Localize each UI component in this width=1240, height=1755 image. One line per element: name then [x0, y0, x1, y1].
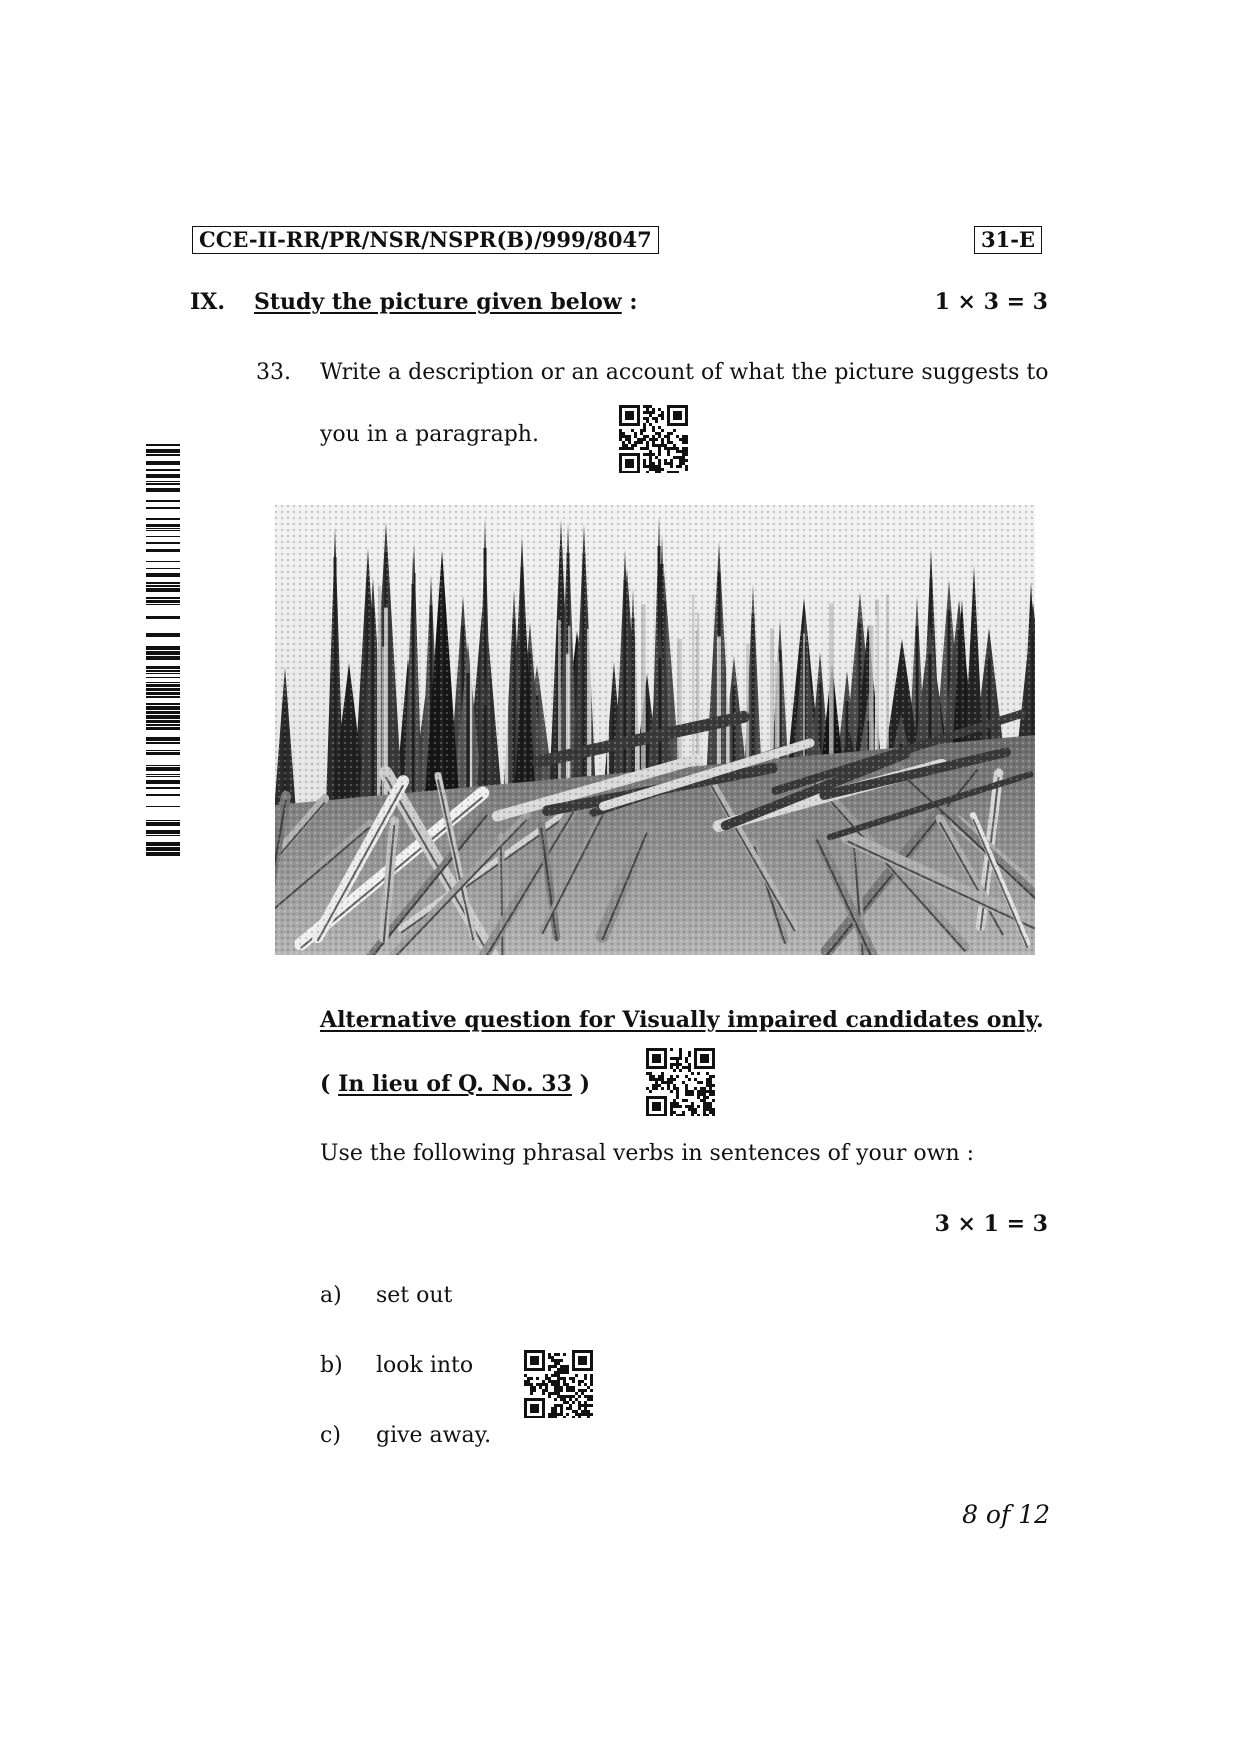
list-item-text: give away.: [376, 1423, 492, 1448]
paper-id-box: [974, 226, 1042, 254]
in-lieu-note: [320, 1070, 590, 1098]
forest-logs-photo: [275, 505, 1035, 955]
list-item-label: a): [320, 1283, 342, 1308]
qr-code-icon: [619, 405, 689, 473]
paper-id: 31-E: [981, 227, 1035, 252]
in-lieu-text: In lieu of Q. No. 33: [338, 1071, 572, 1097]
barcode-icon: [146, 436, 180, 860]
in-lieu-close: ): [571, 1071, 590, 1097]
section-instruction-colon: :: [629, 289, 638, 315]
question-number: 33.: [256, 360, 291, 385]
alternative-instruction: Use the following phrasal verbs in sentences of your own :: [320, 1141, 975, 1166]
section-instruction-text: Study the picture given below: [254, 289, 622, 315]
in-lieu-open: (: [320, 1071, 339, 1097]
alternative-title-end: .: [1036, 1007, 1044, 1033]
section-marks: 1 × 3 = 3: [934, 289, 1048, 315]
list-item-text: set out: [376, 1283, 453, 1308]
section-number: IX.: [190, 289, 226, 315]
alternative-marks: 3 × 1 = 3: [934, 1211, 1048, 1237]
alternative-title: [320, 1006, 1044, 1034]
list-item-label: c): [320, 1423, 341, 1448]
alternative-title-text: Alternative question for Visually impaired candidates only: [320, 1007, 1036, 1033]
list-item-label: b): [320, 1353, 343, 1378]
page-number: 8 of 12: [962, 1500, 1050, 1529]
question-line-1: Write a description or an account of what the picture suggests to: [320, 360, 1049, 385]
section-instruction: [254, 288, 638, 316]
paper-code: CCE-II-RR/PR/NSR/NSPR(B)/999/8047: [199, 227, 652, 252]
list-item-text: look into: [376, 1353, 474, 1378]
paper-code-box: [192, 226, 659, 254]
qr-code-icon: [646, 1048, 716, 1116]
question-line-2: you in a paragraph.: [320, 422, 539, 447]
qr-code-icon: [524, 1350, 594, 1418]
